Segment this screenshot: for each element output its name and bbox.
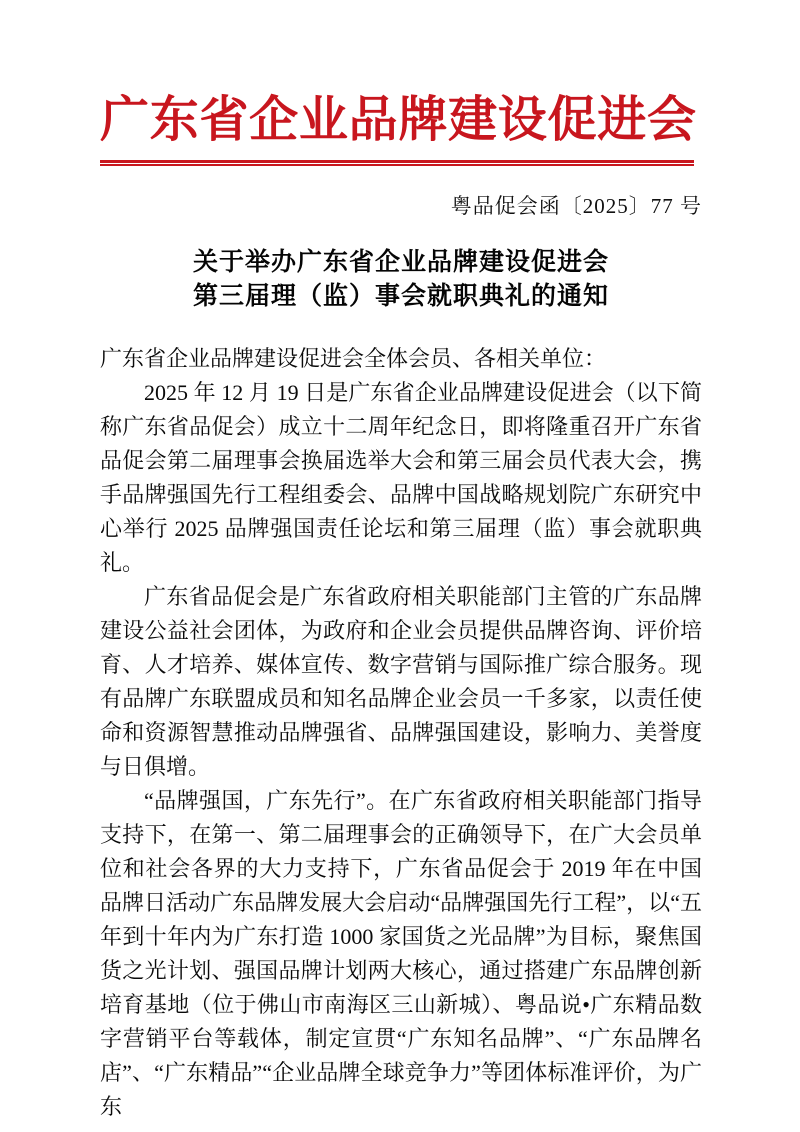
- document-body: [100, 342, 702, 1124]
- document-title: [100, 246, 702, 314]
- document-number: 粤品促会函〔2025〕77 号: [450, 194, 702, 218]
- letterhead-divider-line: [100, 160, 694, 166]
- document-title-line2: 第三届理（监）事会就职典礼的通知: [192, 283, 609, 310]
- salutation: 广东省企业品牌建设促进会全体会员、各相关单位：: [100, 346, 607, 371]
- body-paragraph: “品牌强国，广东先行”。在广东省政府相关职能部门指导支持下，在第一、第二届理事会的正确领导下，在广大会员单位和社会各界的大力支持下，广东省品促会于 2019 年在中国品牌日活动广东品牌发展大会启动“品牌强国先行工程”，以“五年到十年内为广东打造 1000 家国货之光品牌”为目标，聚焦国货之光计划、强国品牌计划两大核心，通过搭建广东品牌创新培育基地（位于佛山市南海区三山新城）、粤品说•广东精品数字营销平台等载体，制定宣贯“广东知名品牌”、“广东品牌名店”、“广东精品”“企业品牌全球竞争力”等团体标准评价，为广东: [100, 788, 702, 1119]
- body-paragraph: 2025 年 12 月 19 日是广东省企业品牌建设促进会（以下简称广东省品促会）成立十二周年纪念日，即将隆重召开广东省品促会第二届理事会换届选举大会和第三届会员代表大会，携手品牌强国先行工程组委会、品牌中国战略规划院广东研究中心举行 2025 品牌强国责任论坛和第三届理（监）事会就职典礼。: [100, 380, 702, 575]
- letterhead-org-name: 广东省企业品牌建设促进会: [100, 92, 696, 147]
- document-title-line1: 关于举办广东省企业品牌建设促进会: [192, 249, 609, 276]
- body-paragraph: 广东省品促会是广东省政府相关职能部门主管的广东品牌建设公益社会团体，为政府和企业会员提供品牌咨询、评价培育、人才培养、媒体宣传、数字营销与国际推广综合服务。现有品牌广东联盟成员和知名品牌企业会员一千多家，以责任使命和资源智慧推动品牌强省、品牌强国建设，影响力、美誉度与日俱增。: [100, 584, 702, 779]
